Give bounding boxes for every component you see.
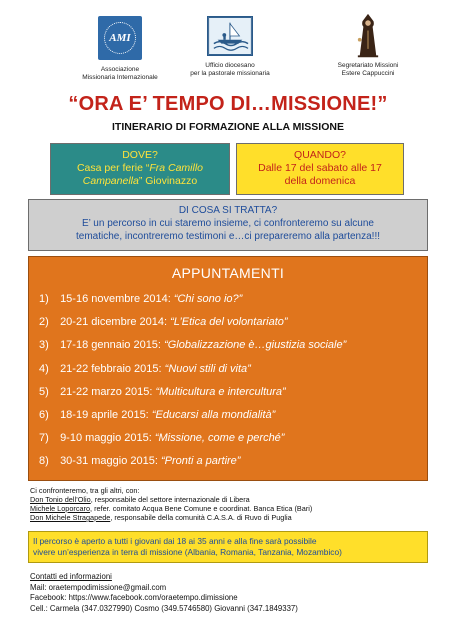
guest-line <box>30 495 430 504</box>
percorso-line2: vivere un’esperienza in terra di missione (Albania, Romania, Tanzania, Mozambico) <box>33 547 342 557</box>
guests-section <box>30 486 430 522</box>
dove-line1-prefix: Casa per ferie “ <box>76 162 150 174</box>
dove-line2 <box>51 175 229 188</box>
guest-name: Don Michele Stragapede <box>30 513 111 522</box>
list-item <box>39 409 424 432</box>
appuntamenti-list <box>39 293 424 479</box>
cosa-box <box>28 199 428 251</box>
item-date: 9-10 maggio 2015: <box>60 432 152 445</box>
ami-emblem-icon <box>98 16 142 60</box>
percorso-box <box>28 531 428 563</box>
appuntamenti-box <box>28 256 428 481</box>
quando-box <box>236 143 404 195</box>
guest-name: Michele Loporcaro <box>30 504 91 513</box>
boat-icon <box>207 16 253 56</box>
cosa-line2: tematiche, incontreremo testimoni e…ci prepareremo alla partenza!!! <box>75 231 381 242</box>
quando-label: QUANDO? <box>294 149 346 161</box>
item-theme: “Globalizzazione è…giustizia sociale” <box>164 339 347 352</box>
list-item <box>39 432 424 455</box>
guest-name: Don Tonio dell’Olio <box>30 495 91 504</box>
contact-mail[interactable]: Mail: oraetempodimissione@gmail.com <box>30 582 167 592</box>
segretariato-caption-line2: Estere Cappuccini <box>341 70 395 77</box>
item-theme: “Educarsi alla mondialità” <box>151 408 276 421</box>
contacts-section <box>30 572 440 614</box>
ami-caption-line2: Missionaria Internazionale <box>82 74 158 81</box>
ufficio-caption-line1: Ufficio diocesano <box>205 62 255 69</box>
guest-role: , responsabile del settore internazionale di Libera <box>90 495 250 504</box>
item-number: 3) <box>39 339 49 352</box>
quando-line2: della domenica <box>284 175 356 187</box>
ami-logo <box>70 12 170 82</box>
ufficio-logo <box>170 12 290 78</box>
friar-icon <box>353 12 383 60</box>
item-theme: “Pronti a partire” <box>160 455 241 468</box>
item-number: 2) <box>39 316 49 329</box>
item-theme: “Nuovi stili di vita” <box>164 362 251 375</box>
list-item <box>39 339 424 362</box>
guest-role: , responsabile della comunità C.A.S.A. di Ruvo di Puglia <box>110 513 292 522</box>
item-number: 1) <box>39 293 49 305</box>
item-date: 17-18 gennaio 2015: <box>60 339 161 352</box>
item-theme: “Multicultura e intercultura” <box>155 385 286 398</box>
item-date: 21-22 febbraio 2015: <box>60 362 162 375</box>
guest-line <box>30 513 430 522</box>
dove-line1-italic: Fra Camillo <box>149 162 204 174</box>
list-item <box>39 363 424 386</box>
dove-line2-suffix: ” Giovinazzo <box>138 175 198 187</box>
dove-box <box>50 143 230 195</box>
guests-intro: Ci confronteremo, tra gli altri, con: <box>30 486 140 495</box>
appuntamenti-title: APPUNTAMENTI <box>171 265 285 281</box>
item-theme: “Chi sono io?” <box>173 293 243 305</box>
item-date: 20-21 dicembre 2014: <box>60 316 168 329</box>
segretariato-caption-line1: Segretariato Missioni <box>337 62 399 69</box>
contacts-heading: Contatti ed informazioni <box>30 572 112 581</box>
dove-line2-italic: Campanella <box>82 175 139 187</box>
percorso-line1: Il percorso è aperto a tutti i giovani dai 18 ai 35 anni e alla fine sarà possibile <box>33 536 317 546</box>
item-date: 18-19 aprile 2015: <box>60 408 149 421</box>
ami-mark: AMI <box>104 22 136 54</box>
item-number: 6) <box>39 408 49 421</box>
item-date: 15-16 novembre 2014: <box>60 293 171 305</box>
quando-line1: Dalle 17 del sabato alle 17 <box>258 162 382 174</box>
cosa-line1: E’ un percorso in cui staremo insieme, ci confronteremo su alcune <box>82 218 374 229</box>
dove-line1 <box>51 162 229 175</box>
cosa-label: DI COSA SI TRATTA? <box>178 205 278 216</box>
logos-header <box>0 12 456 90</box>
dove-label: DOVE? <box>122 149 158 161</box>
contact-facebook[interactable]: Facebook: https://www.facebook.com/oraetempo.dimissione <box>30 593 238 602</box>
item-number: 5) <box>39 385 49 398</box>
list-item <box>39 386 424 409</box>
item-theme: “L’Etica del volontariato” <box>170 316 288 329</box>
contact-cell: Cell.: Carmela (347.0327990) Cosmo (349.5746580) Giovanni (347.1849337) <box>30 603 298 613</box>
list-item <box>39 293 424 316</box>
list-item <box>39 455 424 478</box>
item-date: 21-22 marzo 2015: <box>60 385 153 398</box>
ami-caption-line1: Associazione <box>100 66 140 73</box>
item-number: 8) <box>39 455 49 468</box>
item-theme: “Missione, come e perché” <box>154 432 285 445</box>
segretariato-logo <box>318 12 418 78</box>
item-date: 30-31 maggio 2015: <box>60 455 158 468</box>
guest-role: , refer. comitato Acqua Bene Comune e coordinat. Banca Etica (Bari) <box>90 504 313 513</box>
page-title: “ORA E’ TEMPO DI…MISSIONE!” <box>68 93 388 115</box>
guest-line <box>30 504 430 513</box>
item-number: 4) <box>39 362 49 375</box>
item-number: 7) <box>39 432 49 445</box>
ufficio-caption-line2: per la pastorale missionaria <box>190 70 270 77</box>
list-item <box>39 316 424 339</box>
page-subtitle: ITINERARIO DI FORMAZIONE ALLA MISSIONE <box>112 121 344 133</box>
